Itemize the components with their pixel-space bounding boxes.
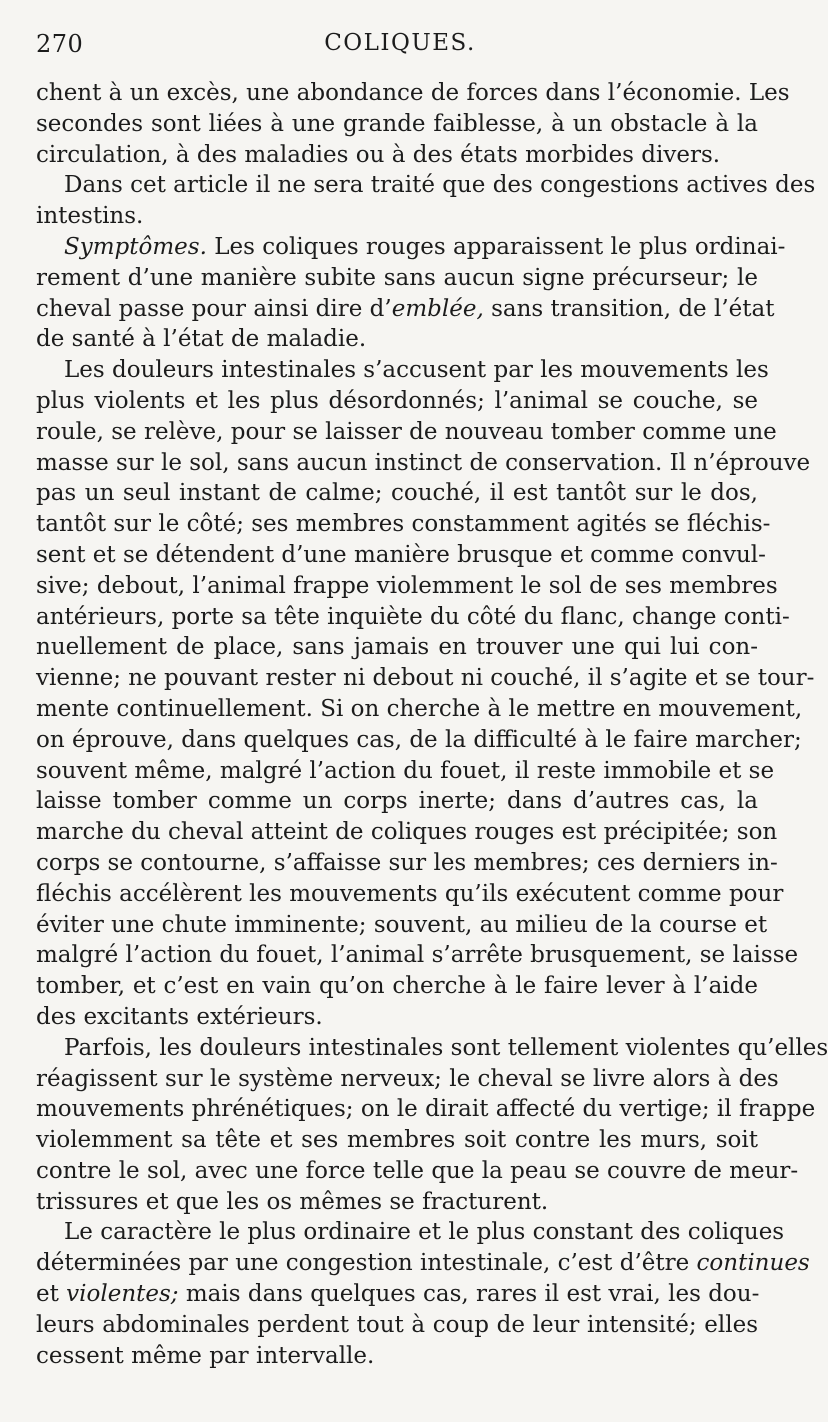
text-line bbox=[36, 1156, 799, 1187]
text-segment: sent et se détendent d’une manière brusque et comme convul- bbox=[36, 541, 766, 568]
text-line bbox=[36, 602, 790, 633]
text-line bbox=[36, 1094, 816, 1125]
text-segment: cessent même par intervalle. bbox=[36, 1342, 375, 1369]
text-segment: malgré l’action du fouet, l’animal s’arrête brusquement, se laisse bbox=[36, 942, 799, 969]
text-line bbox=[36, 109, 758, 140]
text-line bbox=[36, 232, 786, 263]
text-segment: déterminées par une congestion intestinale, c’est d’être bbox=[36, 1250, 697, 1277]
text-segment: réagissent sur le système nerveux; le cheval se livre alors à des bbox=[36, 1065, 779, 1092]
text-line bbox=[36, 910, 768, 941]
italic-text: Symptômes. bbox=[64, 233, 207, 260]
text-line bbox=[36, 78, 790, 109]
text-segment: nuellement de place, sans jamais en trouver une qui lui con- bbox=[36, 634, 758, 661]
text-segment: masse sur le sol, sans aucun instinct de conservation. Il n’éprouve bbox=[36, 449, 811, 476]
text-line bbox=[36, 632, 758, 663]
text-segment: Les coliques rouges apparaissent le plus ordinai- bbox=[206, 233, 786, 260]
text-segment: des excitants extérieurs. bbox=[36, 1003, 323, 1030]
text-segment: cheval passe pour ainsi dire d’ bbox=[36, 295, 392, 322]
text-segment: Les douleurs intestinales s’accusent par les mouvements les bbox=[64, 357, 769, 384]
text-line bbox=[36, 478, 758, 509]
text-line bbox=[36, 817, 778, 848]
text-line bbox=[36, 263, 758, 294]
text-line bbox=[36, 448, 811, 479]
text-segment: fléchis accélèrent les mouvements qu’ils exécutent comme pour bbox=[36, 880, 784, 907]
text-segment: Dans cet article il ne sera traité que des congestions actives des bbox=[64, 172, 816, 199]
text-line bbox=[36, 386, 758, 417]
text-line bbox=[36, 1064, 779, 1095]
text-segment: marche du cheval atteint de coliques rouges est précipitée; son bbox=[36, 819, 778, 846]
text-line bbox=[36, 294, 775, 325]
text-line bbox=[36, 1310, 758, 1341]
page-number: 270 bbox=[36, 30, 84, 58]
text-line bbox=[36, 940, 799, 971]
text-segment: pas un seul instant de calme; couché, il est tantôt sur le dos, bbox=[36, 480, 758, 507]
italic-text: emblée, bbox=[391, 295, 484, 322]
body-text bbox=[36, 78, 828, 1371]
text-segment: vienne; ne pouvant rester ni debout ni couché, il s’agite et se tour- bbox=[36, 665, 815, 692]
text-line bbox=[36, 1033, 828, 1064]
text-segment: Le caractère le plus ordinaire et le plus constant des coliques bbox=[64, 1219, 785, 1246]
text-segment: tomber, et c’est en vain qu’on cherche à le faire lever à l’aide bbox=[36, 973, 758, 1000]
text-line bbox=[36, 324, 758, 355]
italic-text: violentes; bbox=[66, 1281, 179, 1308]
text-line bbox=[36, 756, 775, 787]
text-segment: leurs abdominales perdent tout à coup de leur intensité; elles bbox=[36, 1311, 758, 1338]
text-line bbox=[36, 663, 815, 694]
page-header bbox=[36, 30, 764, 66]
text-line bbox=[36, 417, 777, 448]
text-line bbox=[36, 140, 758, 171]
text-line bbox=[36, 1002, 758, 1033]
text-segment: violemment sa tête et ses membres soit contre les murs, soit bbox=[36, 1127, 758, 1154]
text-segment: mente continuellement. Si on cherche à le mettre en mouvement, bbox=[36, 695, 803, 722]
text-segment: mais dans quelques cas, rares il est vrai, les dou- bbox=[178, 1281, 760, 1308]
text-segment: secondes sont liées à une grande faiblesse, à un obstacle à la bbox=[36, 110, 758, 137]
text-line bbox=[36, 571, 778, 602]
text-segment: laisse tomber comme un corps inerte; dans d’autres cas, la bbox=[36, 788, 758, 815]
text-segment: plus violents et les plus désordonnés; l’animal se couche, se bbox=[36, 387, 758, 414]
text-line bbox=[36, 725, 802, 756]
text-segment: et bbox=[36, 1281, 67, 1308]
text-line bbox=[36, 848, 778, 879]
text-segment: tantôt sur le côté; ses membres constamment agités se fléchis- bbox=[36, 511, 771, 538]
text-line bbox=[36, 1217, 785, 1248]
text-line bbox=[36, 540, 766, 571]
text-line bbox=[36, 170, 816, 201]
text-line bbox=[36, 1187, 758, 1218]
text-segment: rement d’une manière subite sans aucun signe précurseur; le bbox=[36, 264, 758, 291]
text-line bbox=[36, 509, 771, 540]
text-segment: contre le sol, avec une force telle que la peau se couvre de meur- bbox=[36, 1157, 799, 1184]
text-line bbox=[36, 971, 758, 1002]
text-line bbox=[36, 355, 769, 386]
text-line bbox=[36, 694, 803, 725]
text-line bbox=[36, 879, 784, 910]
running-title: COLIQUES. bbox=[324, 30, 476, 56]
text-segment: corps se contourne, s’affaisse sur les membres; ces derniers in- bbox=[36, 849, 778, 876]
italic-text: continues bbox=[696, 1250, 810, 1277]
text-segment: on éprouve, dans quelques cas, de la difficulté à le faire marcher; bbox=[36, 726, 802, 753]
text-segment: de santé à l’état de maladie. bbox=[36, 326, 367, 353]
text-line bbox=[36, 1248, 810, 1279]
text-line bbox=[36, 786, 758, 817]
text-segment: roule, se relève, pour se laisser de nouveau tomber comme une bbox=[36, 418, 777, 445]
text-segment: souvent même, malgré l’action du fouet, il reste immobile et se bbox=[36, 757, 775, 784]
text-line bbox=[36, 1279, 758, 1310]
text-line bbox=[36, 1341, 758, 1372]
text-segment: éviter une chute imminente; souvent, au milieu de la course et bbox=[36, 911, 768, 938]
text-segment: mouvements phrénétiques; on le dirait affecté du vertige; il frappe bbox=[36, 1096, 816, 1123]
text-line bbox=[36, 201, 758, 232]
text-segment: intestins. bbox=[36, 203, 144, 230]
text-segment: Parfois, les douleurs intestinales sont tellement violentes qu’elles bbox=[64, 1034, 828, 1061]
text-segment: antérieurs, porte sa tête inquiète du côté du flanc, change conti- bbox=[36, 603, 790, 630]
text-segment: trissures et que les os mêmes se fracturent. bbox=[36, 1188, 549, 1215]
text-segment: sans transition, de l’état bbox=[483, 295, 775, 322]
text-segment: sive; debout, l’animal frappe violemment le sol de ses membres bbox=[36, 572, 778, 599]
text-segment: circulation, à des maladies ou à des états morbides divers. bbox=[36, 141, 721, 168]
text-segment: chent à un excès, une abondance de forces dans l’économie. Les bbox=[36, 80, 790, 106]
text-line bbox=[36, 1125, 758, 1156]
